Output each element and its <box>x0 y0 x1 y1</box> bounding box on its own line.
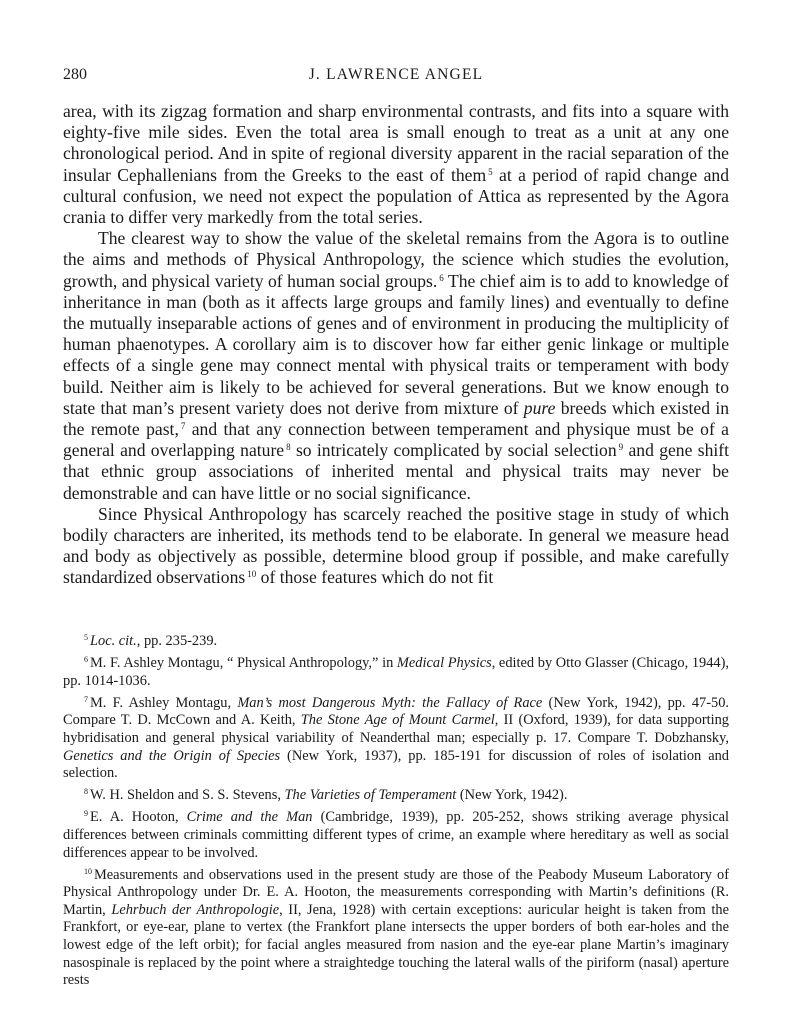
paragraph-2-text-e: so intricately complicated by social selection <box>290 440 617 461</box>
footnote-8-italic: The Varieties of Temperament <box>284 787 457 804</box>
paragraph-3-text-a: Since Physical Anthropology has scarcely reached the positive stage in study of which bodily characters are inherited, its methods tend to be elaborate. In general we measure head and body as objectively as possible, determine blood group if possible, and make carefully standardized observations <box>63 503 729 588</box>
running-head: J. LAWRENCE ANGEL <box>308 66 484 83</box>
footnote-9-text-a: E. A. Hooton, <box>90 809 187 826</box>
footnote-5 <box>63 633 729 651</box>
footnote-7-text-b: (New York, 1942), pp. 47-50. Compare T. D. McCown and A. Keith, <box>63 694 729 729</box>
footnote-7-text-a: M. F. Ashley Montagu, <box>90 694 238 711</box>
paragraph-2-text-f: and gene shift that ethnic group associations of inherited mental and physical traits may never be demonstrable and can have little or no social significance. <box>63 440 730 503</box>
paragraph-1-text-b: at a period of rapid change and cultural confusion, we need not expect the population of Attica as represented by the Agora crania to differ very markedly from the total series. <box>63 164 729 228</box>
paragraph-3-text-b: of those features which do not fit <box>256 567 494 588</box>
footnote-8-text-b: (New York, 1942). <box>456 787 568 804</box>
footnote-7-italic-1: Man’s most Dangerous Myth: the Fallacy of Race <box>237 694 543 711</box>
footnote-ref-6: 6 <box>439 272 444 283</box>
paragraph-2-italic: pure <box>523 397 556 418</box>
footnotes <box>63 633 729 994</box>
footnote-8 <box>63 787 729 805</box>
footnote-ref-9: 9 <box>618 442 624 453</box>
paragraph-2-text-d: and that any connection between temperament and physique must be of a general and overlapping nature <box>63 419 729 461</box>
footnote-7-italic-3: Genetics and the Origin of Species <box>63 747 281 764</box>
footnote-6-number: 6 <box>84 655 88 665</box>
footnote-5-number: 5 <box>84 633 88 642</box>
footnote-6 <box>63 655 729 690</box>
footnote-7-italic-2: The Stone Age of Mount Carmel <box>300 712 495 729</box>
page-number: 280 <box>63 66 87 83</box>
footnote-7-text-d: (New York, 1937), pp. 185-191 for discussion of roles of isolation and selection. <box>63 747 729 782</box>
footnote-9 <box>63 809 729 862</box>
footnote-9-number: 9 <box>84 809 88 819</box>
paragraph-2-text-a: The clearest way to show the value of the skeletal remains from the Agora is to outline the aims and methods of Physical Anthropology, the science which studies the evolution, growth, and physical variety of human social groups. <box>63 228 729 291</box>
footnote-6-text-a: M. F. Ashley Montagu, “ Physical Anthropology,” in <box>90 655 397 672</box>
paragraph-2 <box>63 228 729 504</box>
footnote-10-text-b: , II, Jena, 1928) with certain exceptions: auricular height is taken from the Frankfort, or eye-ear, plane to vertex (the Frankfort plane intersects the upper borders of both ear-holes and the lowest edge of the left orbit); for facial angles measured from nasion and the eye-ear plane Martin’s imaginary nasospinale is replaced by the point where a straightedge touching the lateral walls of the piriform (nasal) aperture rests <box>63 901 729 989</box>
paragraph-3 <box>63 504 729 589</box>
paragraph-2-text-c: breeds which existed in the remote past, <box>63 397 730 440</box>
footnote-5-italic: Loc. cit. <box>90 633 137 649</box>
footnote-8-number: 8 <box>84 787 88 797</box>
paragraph-1-text-a: area, with its zigzag formation and sharp environmental contrasts, and fits into a square with eighty-five mile sides. Even the total area is small enough to treat as a unit at any one chronological period. And in spite of regional diversity apparent in the racial separation of the insular Cephallenians from the Greeks to the east of them <box>63 101 729 185</box>
footnote-10-number: 10 <box>84 866 92 876</box>
footnote-ref-8: 8 <box>286 442 291 453</box>
page-header <box>63 66 729 88</box>
footnote-6-text-b: , edited by Otto Glasser (Chicago, 1944), pp. 1014-1036. <box>63 655 729 689</box>
footnote-9-italic: Crime and the Man <box>186 809 313 826</box>
footnote-10-text-a: Measurements and observations used in the present study are those of the Peabody Museum Laboratory of Physical Anthropology under Dr. E. A. Hooton, the measurements corresponding with Martin’s definitions (R. Martin, <box>63 866 729 918</box>
footnote-6-italic: Medical Physics <box>396 655 492 672</box>
paragraph-1 <box>63 101 729 228</box>
footnote-5-text: , pp. 235-239. <box>136 633 218 649</box>
footnote-7 <box>63 695 729 783</box>
footnote-ref-10: 10 <box>247 569 257 580</box>
footnote-7-number: 7 <box>84 694 88 704</box>
footnote-ref-5: 5 <box>488 166 493 177</box>
footnote-7-text-c: , II (Oxford, 1939), for data supporting hybridisation and general physical variability of Neanderthal man; especially p. 17. Compare T. Dobzhansky, <box>63 712 729 746</box>
footnote-10-italic: Lehrbuch der Anthropologie <box>111 901 280 918</box>
footnote-8-text-a: W. H. Sheldon and S. S. Stevens, <box>90 787 285 804</box>
paragraph-2-text-b: The chief aim is to add to knowledge of inheritance in man (both as it affects large groups and family lines) and eventually to define the mutually inseparable actions of genes and of environment in producing the multiplicity of human phaenotypes. A corollary aim is to discover how far either genic linkage or multiple effects of a single gene may connect mental with physical traits or temperament with body build. Neither aim is likely to be achieved for several generations. But we know enough to state that man’s present variety does not derive from mixture of <box>63 270 729 418</box>
footnote-ref-7: 7 <box>180 421 186 432</box>
main-text <box>63 101 729 589</box>
footnote-10 <box>63 867 729 990</box>
footnote-9-text-b: (Cambridge, 1939), pp. 205-252, shows striking average physical differences between criminals committing different types of crime, an example where hereditary as well as social differences appear to be involved. <box>63 809 729 861</box>
